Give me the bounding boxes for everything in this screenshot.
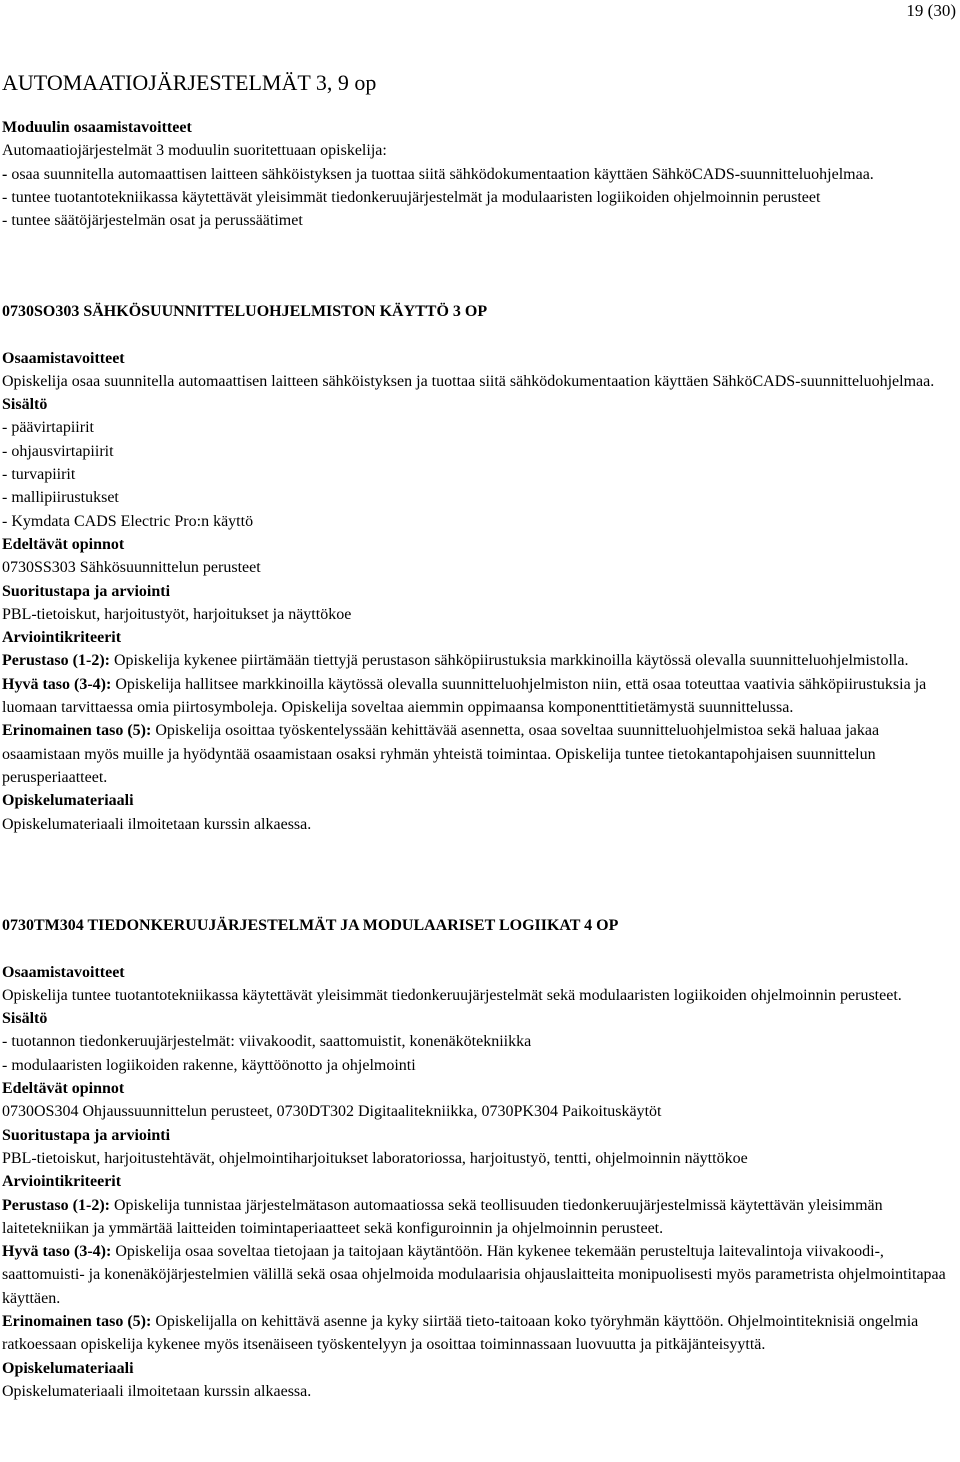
list-item: - päävirtapiirit <box>2 419 94 437</box>
section-heading: Suoritustapa ja arviointi <box>2 1126 171 1144</box>
level-text: Opiskelija osaa soveltaa tietojaan ja taitojaan käytäntöön. Hän kykenee tekemään perusteltuja laitevalintoja viivakoodi-, saattomuisti- ja konenäköjärjestelmien välillä sekä osaa ohjelmoida modulaarisia ohjauslaitteita monipuolisesti myös parametrista ohjelmointitapaa käyttäen. <box>2 1243 946 1307</box>
level-text: Opiskelija hallitsee markkinoilla käytössä olevalla suunnitteluohjelmiston niin, että osaa toteuttaa vaativia sähköpiirustuksia ja luomaan tarvittaessa omia piirtosymboleja. Opiskelija soveltaa aiemmin oppimaansa komponenttitietämystä suunnittelussa. <box>2 675 927 717</box>
criteria-level <box>2 1240 952 1310</box>
page-number: 19 (30) <box>906 1 956 20</box>
course-section <box>2 300 952 836</box>
section-heading: Arviointikriteerit <box>2 1173 122 1191</box>
level-text: Opiskelija osoittaa työskentelyssään kehittävää asennetta, osaa soveltaa suunnitteluohjelmistoa sekä haluaa jakaa osaamistaan myös muille ja hyödyntää osaamistaan osaksi ryhmän yhteistä toimintaa. Opiskelija tuntee tietokantapohjaisen suunnittelun perusperiaatteet. <box>2 722 880 786</box>
section-text: PBL-tietoiskut, harjoitustehtävät, ohjelmointiharjoitukset laboratoriossa, harjoitustyö, tentti, ohjelmoinnin näyttökoe <box>2 1149 748 1167</box>
list-item: - turvapiirit <box>2 466 76 484</box>
criteria-level <box>2 1194 952 1241</box>
criteria-level <box>2 673 952 720</box>
level-text: Opiskelijalla on kehittävä asenne ja kyky siirtää tieto-taitoaan koko työryhmän käyttöön. Ohjelmointiteknisiä ongelmia ratkoessaan opiskelija kykenee myös itsenäiseen työskentelyyn ja osoittaa toiminnassaan luovuutta ja pitkäjänteisyyttä. <box>2 1313 919 1354</box>
section-text: Opiskelija osaa suunnitella automaattisen laitteen sähköistyksen ja tuottaa siitä sähködokumentaation käyttäen SähköCADS-suunnitteluohjelmaa. <box>2 372 935 390</box>
section-text: Opiskelija tuntee tuotantotekniikassa käytettävät yleisimmät tiedonkeruujärjestelmät sekä modulaaristen logiikoiden ohjelmoinnin perusteet. <box>2 986 902 1004</box>
criteria-level <box>2 1310 952 1357</box>
level-label: Erinomainen taso (5): <box>2 722 152 740</box>
section-heading: Sisältö <box>2 396 48 414</box>
module-goals-heading: Moduulin osaamistavoitteet <box>2 119 192 136</box>
section-heading: Osaamistavoitteet <box>2 349 125 367</box>
level-label: Perustaso (1-2): <box>2 652 110 670</box>
section-heading: Sisältö <box>2 1010 48 1028</box>
level-label: Erinomainen taso (5): <box>2 1313 152 1331</box>
section-text: Opiskelumateriaali ilmoitetaan kurssin alkaessa. <box>2 1382 312 1400</box>
criteria-level <box>2 719 952 789</box>
level-text: Opiskelija kykenee piirtämään tiettyjä perustason sähköpiirustuksia markkinoilla käytössä olevalla suunnitteluohjelmistolla. <box>109 652 909 670</box>
section-heading: Osaamistavoitteet <box>2 963 125 981</box>
module-goal-item: - tuntee tuotantotekniikassa käytettävät yleisimmät tiedonkeruujärjestelmät ja modulaaristen logiikoiden ohjelmoinnin perusteet <box>2 188 821 206</box>
section-heading: Opiskelumateriaali <box>2 792 134 810</box>
course-title: 0730SO303 SÄHKÖSUUNNITTELUOHJELMISTON KÄYTTÖ 3 OP <box>2 303 488 320</box>
goal-bullet: - <box>2 165 12 183</box>
section-text: Opiskelumateriaali ilmoitetaan kurssin alkaessa. <box>2 815 312 833</box>
section-heading: Arviointikriteerit <box>2 629 122 647</box>
section-heading: Edeltävät opinnot <box>2 1080 125 1098</box>
criteria-level <box>2 649 952 672</box>
module-goal-item <box>2 163 952 186</box>
module-goals-section <box>2 116 952 232</box>
level-text: Opiskelija tunnistaa järjestelmätason automaatiossa sekä teollisuuden tiedonkeruujärjestelmissä käytettävän yleisimmän laitetekniikan ja ymmärtää laitteiden toimintaperiaatteet sekä konfiguroinnin ja ohjelmoinnin perusteet. <box>2 1196 883 1237</box>
list-item: - tuotannon tiedonkeruujärjestelmät: viivakoodit, saattomuistit, konenäkötekniikka <box>2 1033 532 1051</box>
list-item: - modulaaristen logiikoiden rakenne, käyttöönotto ja ohjelmointi <box>2 1056 416 1074</box>
module-goals-intro: Automaatiojärjestelmät 3 moduulin suoritettuaan opiskelija: <box>2 142 387 160</box>
list-item: - ohjausvirtapiirit <box>2 442 114 460</box>
section-text: 0730OS304 Ohjaussuunnittelun perusteet, 0730DT302 Digitaalitekniikka, 0730PK304 Paikoituskäytöt <box>2 1103 662 1121</box>
list-item: - mallipiirustukset <box>2 489 119 507</box>
section-text: 0730SS303 Sähkösuunnittelun perusteet <box>2 559 261 577</box>
section-text: PBL-tietoiskut, harjoitustyöt, harjoitukset ja näyttökoe <box>2 605 352 623</box>
level-label: Hyvä taso (3-4): <box>2 675 112 693</box>
module-goal-item: - tuntee säätöjärjestelmän osat ja perussäätimet <box>2 212 303 230</box>
page-title: AUTOMAATIOJÄRJESTELMÄT 3, 9 op <box>2 70 377 95</box>
level-label: Hyvä taso (3-4): <box>2 1243 112 1261</box>
course-title: 0730TM304 TIEDONKERUUJÄRJESTELMÄT JA MODULAARISET LOGIIKAT 4 OP <box>2 917 619 934</box>
section-heading: Edeltävät opinnot <box>2 535 125 553</box>
list-item: - Kymdata CADS Electric Pro:n käyttö <box>2 512 254 530</box>
goal-text: osaa suunnitella automaattisen laitteen sähköistyksen ja tuottaa siitä sähködokumentaation käyttäen SähköCADS-suunnitteluohjelmaa. <box>11 165 874 183</box>
course-section <box>2 914 952 1403</box>
section-heading: Opiskelumateriaali <box>2 1359 134 1377</box>
level-label: Perustaso (1-2): <box>2 1196 110 1214</box>
section-heading: Suoritustapa ja arviointi <box>2 582 171 600</box>
